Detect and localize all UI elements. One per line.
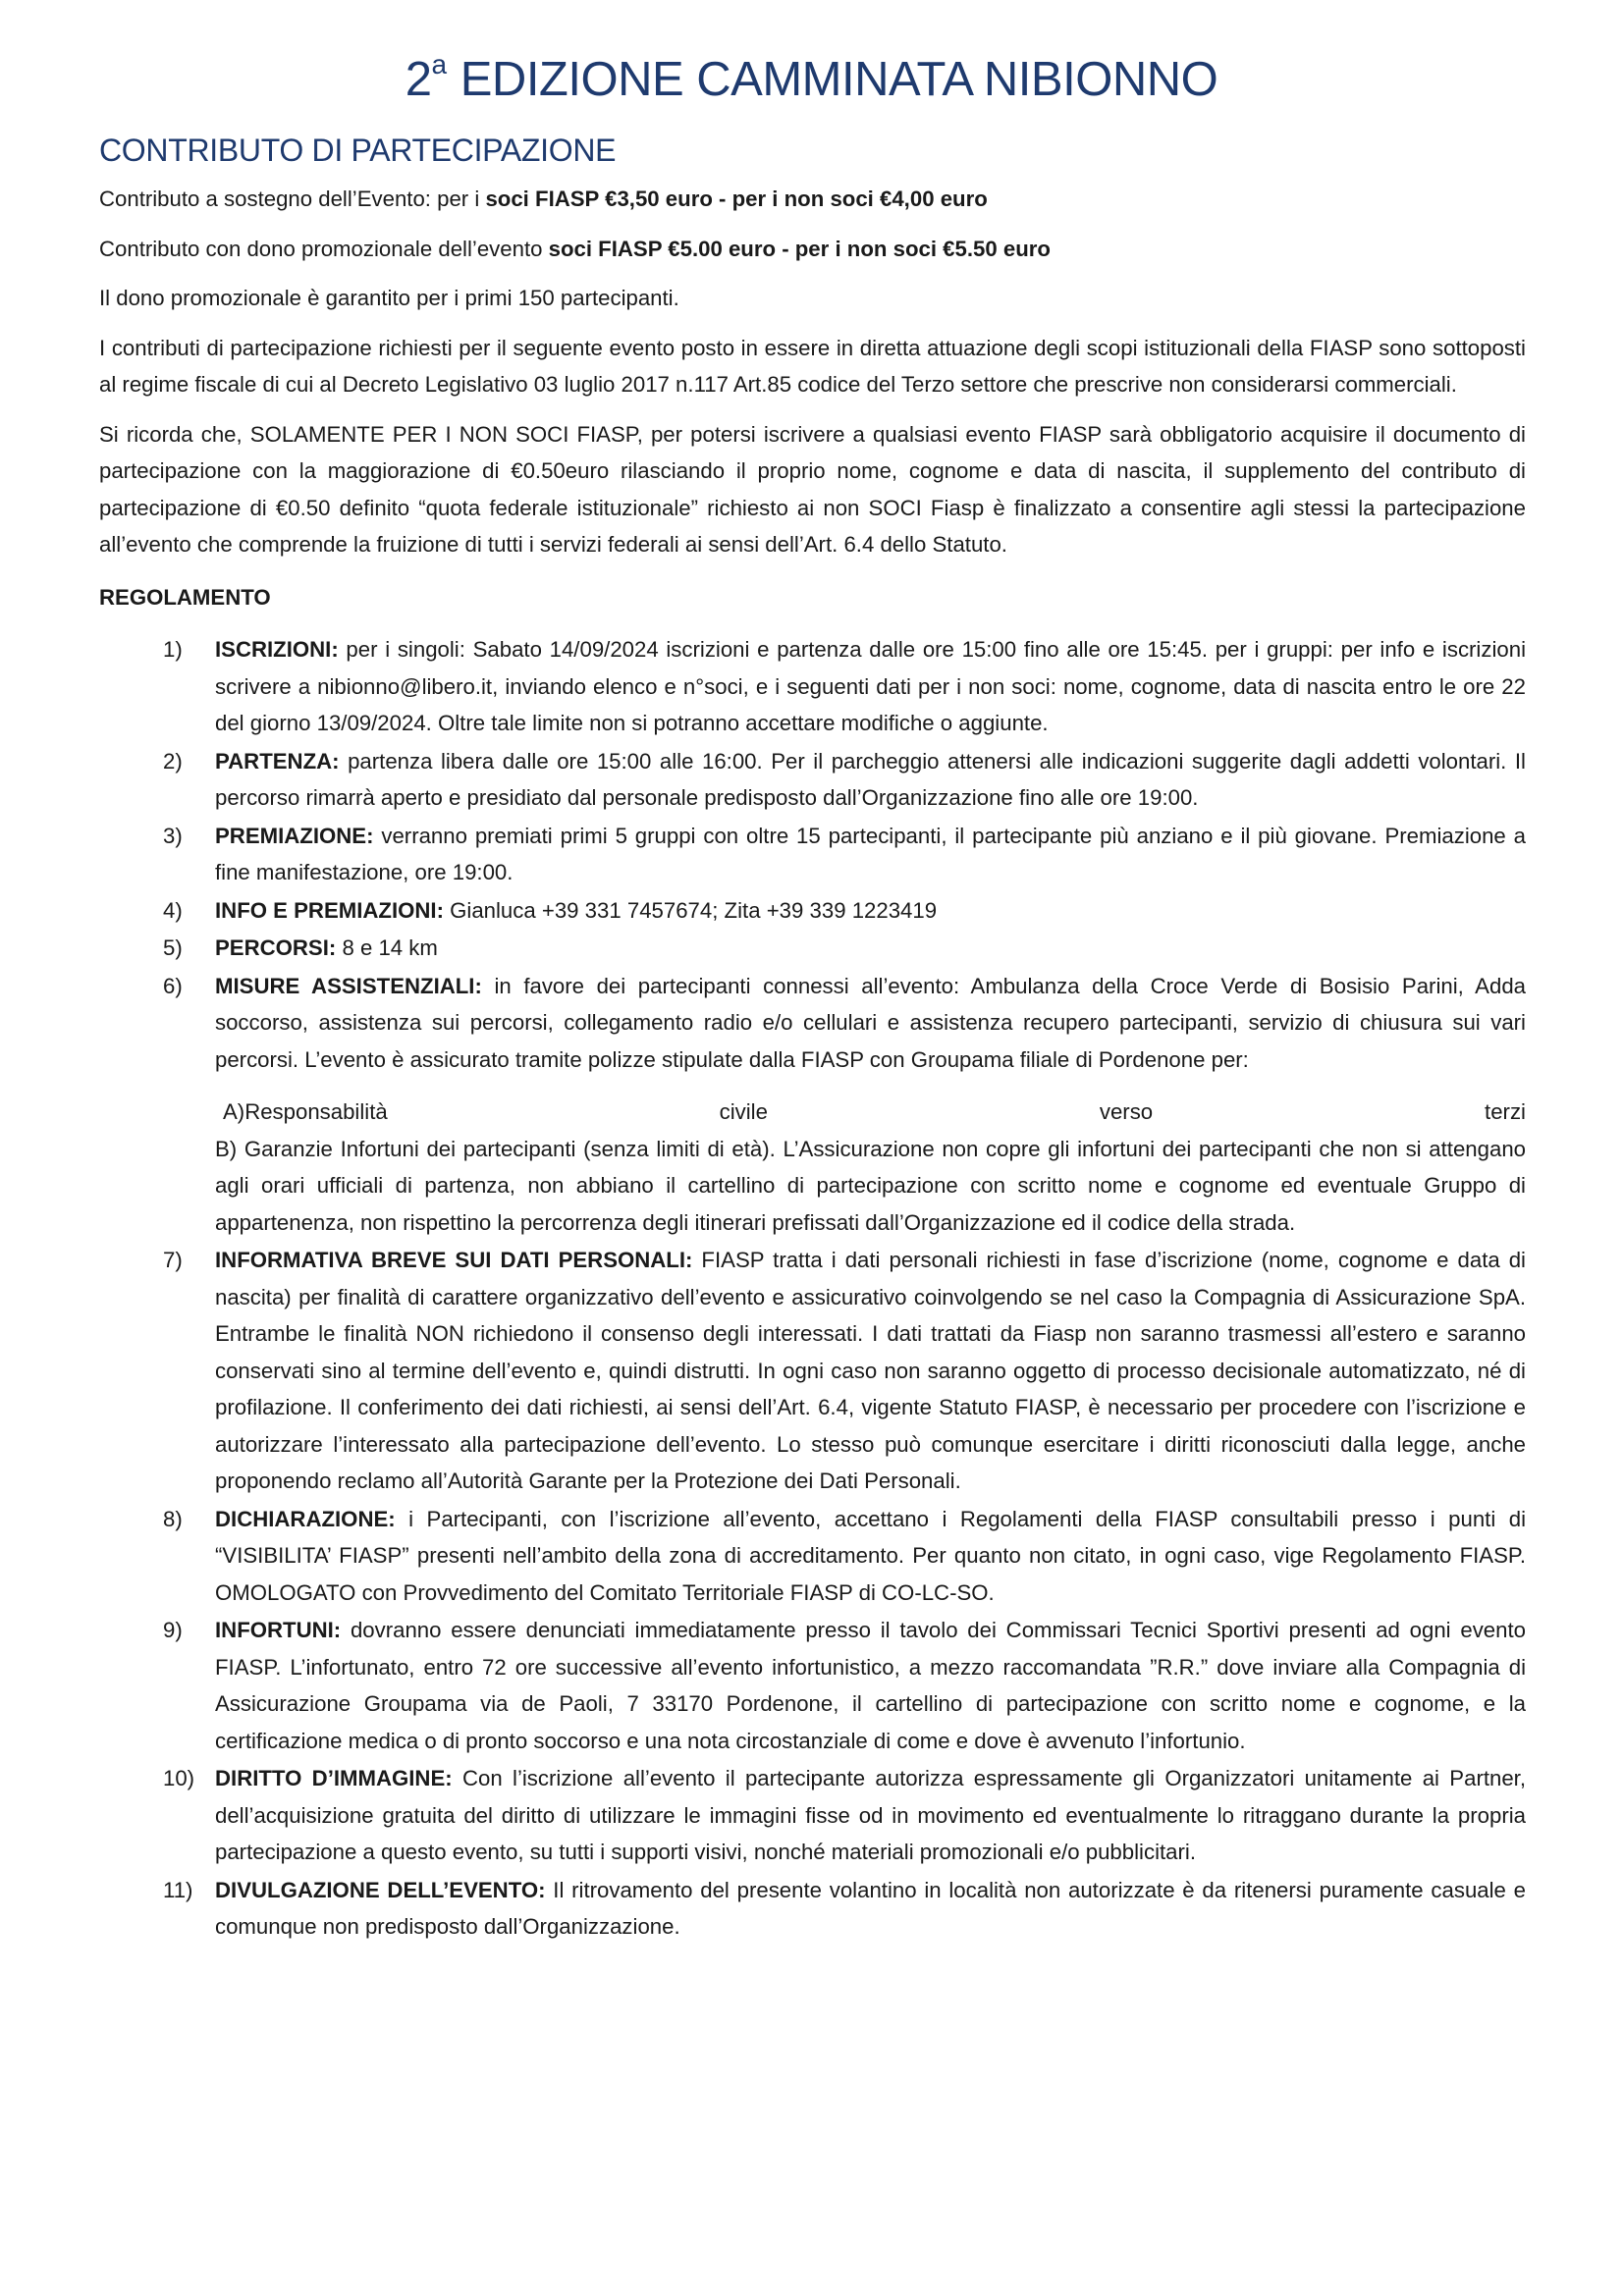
contribution-prices-1: soci FIASP €3,50 euro - per i non soci €4,00 euro (485, 187, 988, 211)
gift-note: Il dono promozionale è garantito per i primi 150 partecipanti. (99, 286, 679, 310)
rule-item-1: 1) ISCRIZIONI: per i singoli: Sabato 14/09/2024 iscrizioni e partenza dalle ore 15:00 fino alle ore 15:45. per i gruppi: per info e iscrizioni scrivere a nibionno@libero.it, inviando elenco e n°soci, e i seguenti dati per i non soci: nome, cognome, data di nascita entro le ore 22 del giorno 13/09/2024. Oltre tale limite non si potranno accettare modifiche o aggiunte. (163, 637, 1526, 735)
regolamento-heading: REGOLAMENTO (99, 584, 271, 610)
rule-label: INFORMATIVA BREVE SUI DATI PERSONALI: (215, 1248, 693, 1272)
rule-item-9: 9) INFORTUNI: dovranno essere denunciati immediatamente presso il tavolo dei Commissari Tecnici Sportivi presenti ad ogni evento FIASP. L’infortunato, entro 72 ore successive all’evento infortunistico, a mezzo raccomandata ”R.R.” dove inviare alla Compagnia di Assicurazione Groupama via de Paoli, 7 33170 Pordenone, il cartellino di partecipazione con scritto nome e cognome, e la certificazione medica o di pronto soccorso e una nota circostanziale di come e dove è avvenuto l’infortunio. (163, 1618, 1526, 1753)
rule-text: verranno premiati primi 5 gruppi con oltre 15 partecipanti, il partecipante più anziano e il più giovane. Premiazione a fine manifestazione, ore 19:00. (215, 823, 1526, 884)
rule-item-3: 3) PREMIAZIONE: verranno premiati primi 5 gruppi con oltre 15 partecipanti, il partecipante più anziano e il più giovane. Premiazione a fine manifestazione, ore 19:00. (163, 823, 1526, 884)
title-text: EDIZIONE CAMMINATA NIBIONNO (460, 53, 1218, 106)
rule-label: ISCRIZIONI: (215, 637, 339, 662)
rule-item-10: 10) DIRITTO D’IMMAGINE: Con l’iscrizione all’evento il partecipante autorizza espressamente gli Organizzatori unitamente ai Partner, dell’acquisizione gratuita del diritto di utilizzare le immagini fisse od in movimento ed eventualmente lo ritraggano durante la propria partecipazione a questo evento, su tutti i supporti visivi, nonché materiali promozionali e/o pubblicitari. (163, 1766, 1527, 1864)
rule-label: INFORTUNI: (215, 1618, 342, 1642)
rule-label: PREMIAZIONE: (215, 823, 374, 848)
rule-text: partenza libera dalle ore 15:00 alle 16:00. Per il parcheggio attenersi alle indicazioni suggerite dagli addetti volontari. Il percorso rimarrà aperto e presidiato dal personale predisposto dall’Organizzazione fino alle ore 19:00. (215, 748, 1526, 810)
document-body (99, 181, 1526, 1947)
coverage-a: A)Responsabilità civile verso terzi (223, 1099, 1526, 1124)
rule-text: 8 e 14 km (336, 935, 438, 960)
rule-label: DIVULGAZIONE DELL’EVENTO: (215, 1877, 546, 1902)
rule-text: per i singoli: Sabato 14/09/2024 iscrizioni e partenza dalle ore 15:00 fino alle ore 15:45. per i gruppi: per info e iscrizioni scrivere a nibionno@libero.it, inviando elenco e n°soci, e i seguenti dati per i non soci: nome, cognome, data di nascita entro le ore 22 del giorno 13/09/2024. Oltre tale limite non si potranno accettare modifiche o aggiunte. (215, 637, 1526, 735)
coverage-b: B) Garanzie Infortuni dei partecipanti (senza limiti di età). L’Assicurazione non copre gli infortuni dei partecipanti che non si attengano agli orari ufficiali di partenza, non abbiano il cartellino di partecipazione con scritto nome e cognome ed eventuale Gruppo di appartenenza, non rispettino la percorrenza degli itinerari prefissati dall’Organizzazione ed il codice della strada. (215, 1136, 1526, 1235)
document-title (0, 51, 1623, 109)
fiscal-paragraph: I contributi di partecipazione richiesti per il seguente evento posto in essere in diretta attuazione degli scopi istituzionali della FIASP sono sottoposti al regime fiscale di cui al Decreto Legislativo 03 luglio 2017 n.117 Art.85 codice del Terzo settore che prescrive non considerarsi commerciali. (99, 335, 1526, 397)
rule-label: PARTENZA: (215, 748, 340, 774)
rule-item-7: 7) INFORMATIVA BREVE SUI DATI PERSONALI: FIASP tratta i dati personali richiesti in fase d’iscrizione (nome, cognome e data di nascita) per finalità di carattere organizzativo dell’evento e assicurativo coinvolgendo se nel caso la Compagnia di Assicurazione SpA. Entrambe le finalità NON richiedono il consenso degli interessati. I dati trattati da Fiasp non saranno trasmessi all’estero e saranno conservati sino al termine dell’evento e, quindi distrutti. In ogni caso non saranno oggetto di processo decisionale automatizzato, né di profilazione. Il conferimento dei dati richiesti, ai sensi dell’Art. 6.4, vigente Statuto FIASP, è necessario per procedere con l’iscrizione e autorizzare l’interessato alla partecipazione dell’evento. Lo stesso può comunque esercitare i diritti riconosciuti dalla legge, anche proponendo reclamo all’Autorità Garante per la Protezione dei Dati Personali. (163, 1248, 1526, 1493)
rule-label: DICHIARAZIONE: (215, 1506, 396, 1531)
rule-text: Il ritrovamento del presente volantino in località non autorizzate è da ritenersi puramente casuale e comunque non predisposto dall’Organizzazione. (215, 1877, 1526, 1939)
rule-text: Con l’iscrizione all’evento il partecipante autorizza espressamente gli Organizzatori unitamente ai Partner, dell’acquisizione gratuita del diritto di utilizzare le immagini fisse od in movimento ed eventualmente lo ritraggano durante la propria partecipazione a questo evento, su tutti i supporti visivi, nonché materiali promozionali e/o pubblicitari. (215, 1766, 1527, 1864)
rule-text: dovranno essere denunciati immediatamente presso il tavolo dei Commissari Tecnici Sportivi presenti ad ogni evento FIASP. L’infortunato, entro 72 ore successive all’evento infortunistico, a mezzo raccomandata ”R.R.” dove inviare alla Compagnia di Assicurazione Groupama via de Paoli, 7 33170 Pordenone, il cartellino di partecipazione con scritto nome e cognome, e la certificazione medica o di pronto soccorso e una nota circostanziale di come e dove è avvenuto l’infortunio. (215, 1618, 1526, 1753)
title-number: 2 (405, 53, 432, 106)
rule-label: PERCORSI: (215, 935, 337, 960)
contribution-prices-2: soci FIASP €5.00 euro - per i non soci €5.50 euro (548, 236, 1051, 261)
rule-item-2: 2) PARTENZA: partenza libera dalle ore 15:00 alle 16:00. Per il parcheggio attenersi alle indicazioni suggerite dagli addetti volontari. Il percorso rimarrà aperto e presidiato dal personale predisposto dall’Organizzazione fino alle ore 19:00. (163, 748, 1526, 810)
rule-label: DIRITTO D’IMMAGINE: (215, 1766, 453, 1790)
title-ordinal: a (431, 49, 447, 80)
rule-item-6: 6) MISURE ASSISTENZIALI: in favore dei partecipanti connessi all’evento: Ambulanza della Croce Verde di Bosisio Parini, Adda soccorso, assistenza sui percorsi, collegamento radio e/o cellulari e assistenza recupero partecipanti, servizio di chiusura sui vari percorsi. L’evento è assicurato tramite polizze stipulate dalla FIASP con Groupama filiale di Pordenone per: A)Responsabilità civile verso terzi B) Garanzie Infortuni dei partecipanti (senza limiti di età). L’Assicurazione non copre gli infortuni dei partecipanti che non si attengano agli orari ufficiali di partenza, non abbiano il cartellino di partecipazione con scritto nome e cognome ed eventuale Gruppo di appartenenza, non rispettino la percorrenza degli itinerari prefissati dall’Organizzazione ed il codice della strada. (99, 968, 1526, 1242)
rule-text: in favore dei partecipanti connessi all’evento: Ambulanza della Croce Verde di Bosisio Parini, Adda soccorso, assistenza sui percorsi, collegamento radio e/o cellulari e assistenza recupero partecipanti, servizio di chiusura sui vari percorsi. L’evento è assicurato tramite polizze stipulate dalla FIASP con Groupama filiale di Pordenone per: (215, 973, 1526, 1072)
insurance-coverage (215, 1094, 1526, 1241)
rule-text: FIASP tratta i dati personali richiesti in fase d’iscrizione (nome, cognome e data di nascita) per finalità di carattere organizzativo dell’evento e assicurativo coinvolgendo se nel caso la Compagnia di Assicurazione SpA. Entrambe le finalità NON richiedono il consenso degli interessati. I dati trattati da Fiasp non saranno trasmessi all’estero e saranno conservati sino al termine dell’evento e, quindi distrutti. In ogni caso non saranno oggetto di processo decisionale automatizzato, né di profilazione. Il conferimento dei dati richiesti, ai sensi dell’Art. 6.4, vigente Statuto FIASP, è necessario per procedere con l’iscrizione e autorizzare l’interessato alla partecipazione dell’evento. Lo stesso può comunque esercitare i diritti riconosciuti dalla legge, anche proponendo reclamo all’Autorità Garante per la Protezione dei Dati Personali. (215, 1248, 1526, 1493)
contribution-line-1: Contributo a sostegno dell’Evento: per i soci FIASP €3,50 euro - per i non soci €4,00 euro (99, 187, 988, 211)
rule-text: Gianluca +39 331 7457674; Zita +39 339 1223419 (443, 897, 938, 923)
rule-text: i Partecipanti, con l’iscrizione all’evento, accettano i Regolamenti della FIASP consultabili presso i punti di “VISIBILITA’ FIASP” presenti nell’ambito della zona di accreditamento. Per quanto non citato, in ogni caso, vige Regolamento FIASP. OMOLOGATO con Provvedimento del Comitato Territoriale FIASP di CO-LC-SO. (215, 1506, 1526, 1605)
section-title: CONTRIBUTO DI PARTECIPAZIONE (99, 133, 617, 168)
rule-label: INFO E PREMIAZIONI: (215, 897, 444, 923)
rule-item-4: 4) INFO E PREMIAZIONI: Gianluca +39 331 7457674; Zita +39 339 1223419 (163, 897, 938, 923)
rules-list (99, 631, 1526, 1946)
contribution-line-2: Contributo con dono promozionale dell’evento soci FIASP €5.00 euro - per i non soci €5.50 euro (99, 236, 1051, 261)
rule-label: MISURE ASSISTENZIALI: (215, 973, 482, 998)
rule-item-8: 8) DICHIARAZIONE: i Partecipanti, con l’iscrizione all’evento, accettano i Regolamenti della FIASP consultabili presso i punti di “VISIBILITA’ FIASP” presenti nell’ambito della zona di accreditamento. Per quanto non citato, in ogni caso, vige Regolamento FIASP. OMOLOGATO con Provvedimento del Comitato Territoriale FIASP di CO-LC-SO. (163, 1506, 1526, 1605)
rule-item-11: 11) DIVULGAZIONE DELL’EVENTO: Il ritrovamento del presente volantino in località non autorizzate è da ritenersi puramente casuale e comunque non predisposto dall’Organizzazione. (163, 1877, 1526, 1939)
non-member-paragraph: Si ricorda che, SOLAMENTE PER I NON SOCI FIASP, per potersi iscrivere a qualsiasi evento FIASP sarà obbligatorio acquisire il documento di partecipazione con la maggiorazione di €0.50euro rilasciando il proprio nome, cognome e data di nascita, il supplemento del contributo di partecipazione di €0.50 definito “quota federale istituzionale” richiesto ai non SOCI Fiasp è finalizzato a consentire agli stessi la partecipazione all’evento che comprende la fruizione di tutti i servizi federali ai sensi dell’Art. 6.4 dello Statuto. (99, 421, 1526, 557)
rule-item-5: 5) PERCORSI: 8 e 14 km (163, 935, 438, 960)
